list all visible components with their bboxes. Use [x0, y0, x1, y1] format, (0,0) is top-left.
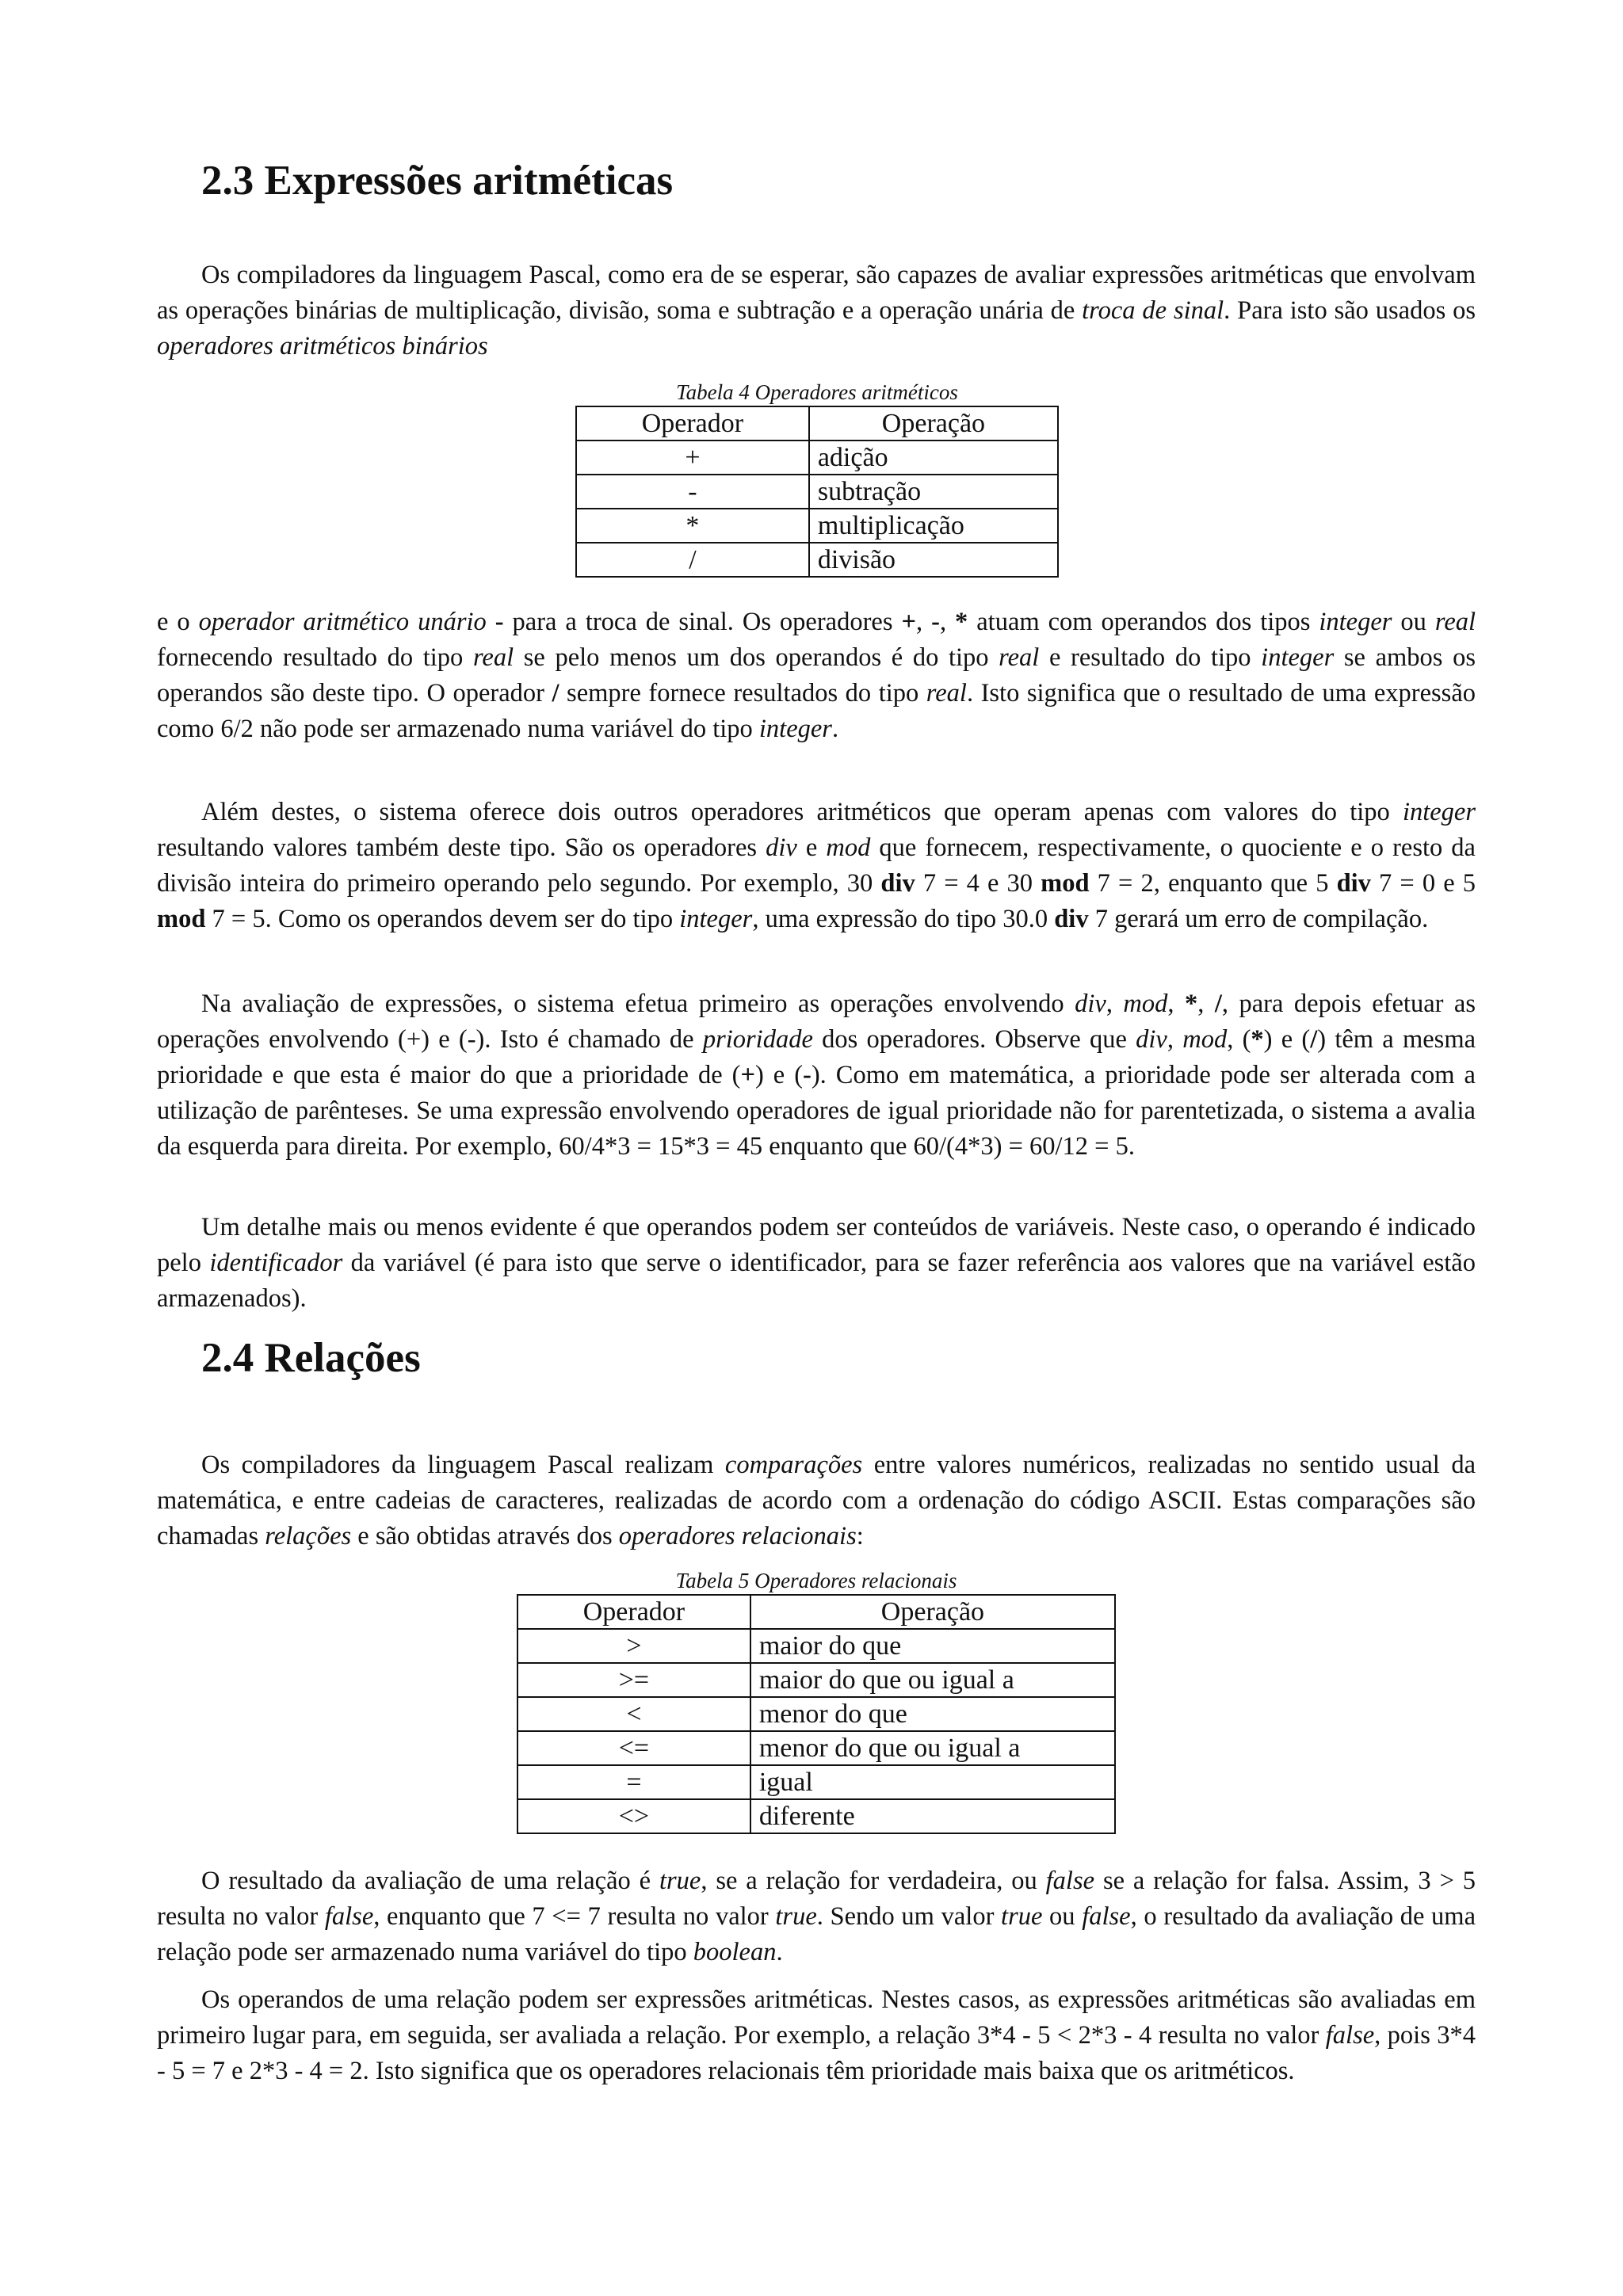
text-run: 7 = 2, enquanto que 5 — [1089, 869, 1337, 898]
text-run: Na avaliação de expressões, o sistema efetua primeiro as operações envolvendo — [201, 990, 1075, 1018]
emphasis-text: operadores relacionais — [618, 1522, 857, 1550]
text-run: se a relação for falsa. Assim, 3 > 5 resulta no valor — [157, 1867, 1476, 1931]
text-run: . Sendo um valor — [816, 1902, 1002, 1931]
text-run: sempre fornece resultados do tipo — [559, 679, 926, 707]
operator-cell: - — [576, 475, 809, 509]
emphasis-text: integer — [679, 905, 753, 933]
operation-cell: igual — [750, 1765, 1115, 1799]
table-row — [517, 1697, 1115, 1731]
table-row — [517, 1799, 1115, 1833]
text-run: Além destes, o sistema oferece dois outros operadores aritméticos que operam apenas com valores do tipo — [201, 798, 1403, 826]
table-header-row — [576, 406, 1058, 441]
operator-cell: <= — [517, 1731, 750, 1765]
text-run: : — [856, 1522, 864, 1550]
section-heading-2-4: 2.4 Relações — [201, 1335, 421, 1381]
bold-text: - — [931, 608, 940, 636]
arithmetic-operators-table — [575, 406, 1059, 578]
emphasis-text: prioridade — [702, 1025, 813, 1054]
column-header: Operação — [750, 1595, 1115, 1629]
emphasis-text: true — [1001, 1902, 1043, 1931]
text-run: , — [939, 608, 956, 636]
bold-text: div — [1336, 869, 1371, 898]
operation-cell: adição — [809, 441, 1058, 475]
table-caption: Tabela 4 Operadores aritméticos — [676, 380, 958, 404]
operator-cell: >= — [517, 1663, 750, 1697]
operator-cell: + — [576, 441, 809, 475]
operation-cell: subtração — [809, 475, 1058, 509]
bold-text: div — [1054, 905, 1089, 933]
bold-text: - — [495, 608, 504, 636]
operator-cell: * — [576, 509, 809, 543]
emphasis-text: troca de sinal — [1082, 296, 1224, 325]
table-row — [576, 475, 1058, 509]
table-row — [576, 441, 1058, 475]
emphasis-text: relações — [265, 1522, 352, 1550]
emphasis-text: real — [1434, 608, 1476, 636]
text-run: para a troca de sinal. Os operadores — [503, 608, 902, 636]
emphasis-text: true — [659, 1867, 701, 1895]
emphasis-text: real — [472, 643, 514, 672]
section-heading-2-3: 2.3 Expressões aritméticas — [201, 158, 674, 204]
table-row — [576, 509, 1058, 543]
emphasis-text: integer — [1319, 608, 1392, 636]
emphasis-text: real — [926, 679, 967, 707]
column-header: Operação — [809, 406, 1058, 441]
emphasis-text: div — [1136, 1025, 1167, 1054]
text-run: e resultado do tipo — [1039, 643, 1262, 672]
paragraph — [157, 986, 1476, 1165]
paragraph — [157, 1447, 1476, 1554]
emphasis-text: comparações — [724, 1451, 863, 1479]
text-run: atuam com operandos dos tipos — [968, 608, 1319, 636]
operation-cell: maior do que — [750, 1629, 1115, 1663]
operator-cell: <> — [517, 1799, 750, 1833]
bold-text: * — [1185, 990, 1198, 1018]
text-run: . Para isto são usados os — [1224, 296, 1476, 325]
text-run: e o — [157, 608, 199, 636]
text-run: O resultado da avaliação de uma relação é — [201, 1867, 659, 1895]
operation-cell: menor do que ou igual a — [750, 1731, 1115, 1765]
emphasis-text: true — [775, 1902, 817, 1931]
emphasis-text: mod — [1123, 990, 1168, 1018]
bold-text: div — [880, 869, 915, 898]
text-run: 7 = 5. Como os operandos devem ser do tipo — [205, 905, 680, 933]
text-run: fornecendo resultado do tipo — [157, 643, 473, 672]
bold-text: * — [1251, 1025, 1264, 1054]
text-run: ) têm a mesma prioridade e que esta é maior do que a prioridade de ( — [157, 1025, 1476, 1089]
text-run: que fornecem, respectivamente, o quociente e o resto da divisão inteira do primeiro operando pelo segundo. Por exemplo, 30 — [157, 833, 1476, 898]
text-run: se ambos os operandos são deste tipo. O operador — [157, 643, 1476, 707]
text-run: e são obtidas através dos — [351, 1522, 619, 1550]
bold-text: / — [1310, 1025, 1318, 1054]
emphasis-text: operadores aritméticos binários — [157, 332, 488, 360]
operation-cell: maior do que ou igual a — [750, 1663, 1115, 1697]
emphasis-text: false — [1045, 1867, 1095, 1895]
text-run: 7 gerará um erro de compilação. — [1088, 905, 1429, 933]
text-run: , — [1167, 990, 1186, 1018]
text-run: ). Como em matemática, a prioridade pode ser alterada com a utilização de parênteses. Se uma expressão envolvendo operadores de igual prioridade não for parentetizada, o sistema a avalia da esquerda para direita. Por exemplo, 60/4*3 = 15*3 = 45 enquanto que 60/(4*3) = 60/12 = 5. — [157, 1061, 1476, 1161]
text-run: Os compiladores da linguagem Pascal realizam — [201, 1451, 725, 1479]
emphasis-text: integer — [1261, 643, 1335, 672]
bold-text: / — [1214, 990, 1222, 1018]
text-run: , — [916, 608, 932, 636]
text-run: da variável (é para isto que serve o identificador, para se fazer referência aos valores que na variável estão armazenados). — [157, 1249, 1476, 1313]
text-run: ou — [1042, 1902, 1083, 1931]
emphasis-text: operador aritmético unário — [198, 608, 487, 636]
bold-text: mod — [1041, 869, 1090, 898]
text-run: entre valores numéricos, realizadas no sentido usual da matemática, e entre cadeias de caracteres, realizadas de acordo com a ordenação do código ASCII. Estas comparações são chamadas — [157, 1451, 1476, 1550]
table-caption: Tabela 5 Operadores relacionais — [675, 1569, 957, 1592]
bold-text: + — [740, 1061, 755, 1089]
emphasis-text: div — [766, 833, 797, 862]
paragraph — [157, 1982, 1476, 2089]
bold-text: / — [552, 679, 559, 707]
text-run: 7 = 4 e 30 — [915, 869, 1041, 898]
paragraph — [157, 605, 1476, 747]
relational-operators-table — [517, 1594, 1116, 1834]
table-header-row — [517, 1595, 1115, 1629]
operation-cell: multiplicação — [809, 509, 1058, 543]
text-run: ou — [1392, 608, 1435, 636]
text-run: , enquanto que 7 <= 7 resulta no valor — [373, 1902, 776, 1931]
operation-cell: menor do que — [750, 1697, 1115, 1731]
text-run: , o resultado da avaliação de uma relação pode ser armazenado numa variável do tipo — [157, 1902, 1476, 1966]
bold-text: - — [803, 1061, 812, 1089]
emphasis-text: mod — [826, 833, 871, 862]
paragraph — [157, 795, 1476, 937]
operator-cell: = — [517, 1765, 750, 1799]
table-row — [517, 1629, 1115, 1663]
emphasis-text: boolean — [693, 1938, 777, 1966]
text-run: , uma expressão do tipo 30.0 — [752, 905, 1055, 933]
text-run: ) e ( — [1263, 1025, 1311, 1054]
table-row — [517, 1765, 1115, 1799]
operator-cell: / — [576, 543, 809, 577]
text-run: , — [1167, 1025, 1183, 1054]
paragraph — [157, 1863, 1476, 1970]
emphasis-text: div — [1075, 990, 1106, 1018]
emphasis-text: real — [999, 643, 1040, 672]
text-run: . — [831, 715, 839, 743]
emphasis-text: identificador — [209, 1249, 343, 1277]
operation-cell: diferente — [750, 1799, 1115, 1833]
column-header: Operador — [576, 406, 809, 441]
text-run: 7 = 0 e 5 — [1370, 869, 1476, 898]
emphasis-text: mod — [1182, 1025, 1228, 1054]
text-run: e — [796, 833, 827, 862]
table-row — [517, 1731, 1115, 1765]
text-run: resultando valores também deste tipo. São os operadores — [157, 833, 766, 862]
operator-cell: < — [517, 1697, 750, 1731]
text-run: . Isto significa que o resultado de uma expressão como 6/2 não pode ser armazenado numa variável do tipo — [157, 679, 1476, 743]
emphasis-text: false — [1082, 1902, 1131, 1931]
text-run: , se a relação for verdadeira, ou — [701, 1867, 1046, 1895]
text-run: , pois 3*4 - 5 = 7 e 2*3 - 4 = 2. Isto significa que os operadores relacionais têm prioridade mais baixa que os aritméticos. — [157, 2021, 1476, 2085]
emphasis-text: integer — [758, 715, 832, 743]
text-run: , — [1197, 990, 1215, 1018]
emphasis-text: false — [324, 1902, 374, 1931]
text-run: Os operandos de uma relação podem ser expressões aritméticas. Nestes casos, as expressões aritméticas são avaliadas em primeiro lugar para, em seguida, ser avaliada a relação. Por exemplo, a relação 3*4 - 5 < 2*3 - 4 resulta no valor — [157, 1985, 1476, 2050]
text-run: ) e ( — [754, 1061, 804, 1089]
table-row — [576, 543, 1058, 577]
bold-text: + — [901, 608, 917, 636]
emphasis-text: false — [1325, 2021, 1375, 2050]
column-header: Operador — [517, 1595, 750, 1629]
bold-text: mod — [157, 905, 206, 933]
text-run: Os compiladores da linguagem Pascal, como era de se esperar, são capazes de avaliar expressões aritméticas que envolvam as operações binárias de multiplicação, divisão, soma e subtração e a operação unária de — [157, 261, 1476, 325]
text-run: , ( — [1227, 1025, 1251, 1054]
operation-cell: divisão — [809, 543, 1058, 577]
text-run: Um detalhe mais ou menos evidente é que operandos podem ser conteúdos de variáveis. Neste caso, o operando é indicado pelo — [157, 1213, 1476, 1277]
table-row — [517, 1663, 1115, 1697]
text-run: , — [1106, 990, 1124, 1018]
text-run — [487, 608, 495, 636]
text-run: . — [776, 1938, 783, 1966]
text-run: , para depois efetuar as operações envolvendo (+) e (-). Isto é chamado de — [157, 990, 1476, 1054]
paragraph — [157, 257, 1476, 364]
text-run: dos operadores. Observe que — [812, 1025, 1136, 1054]
paragraph — [157, 1210, 1476, 1317]
text-run: se pelo menos um dos operandos é do tipo — [514, 643, 999, 672]
emphasis-text: integer — [1402, 798, 1476, 826]
bold-text: * — [955, 608, 968, 636]
operator-cell: > — [517, 1629, 750, 1663]
